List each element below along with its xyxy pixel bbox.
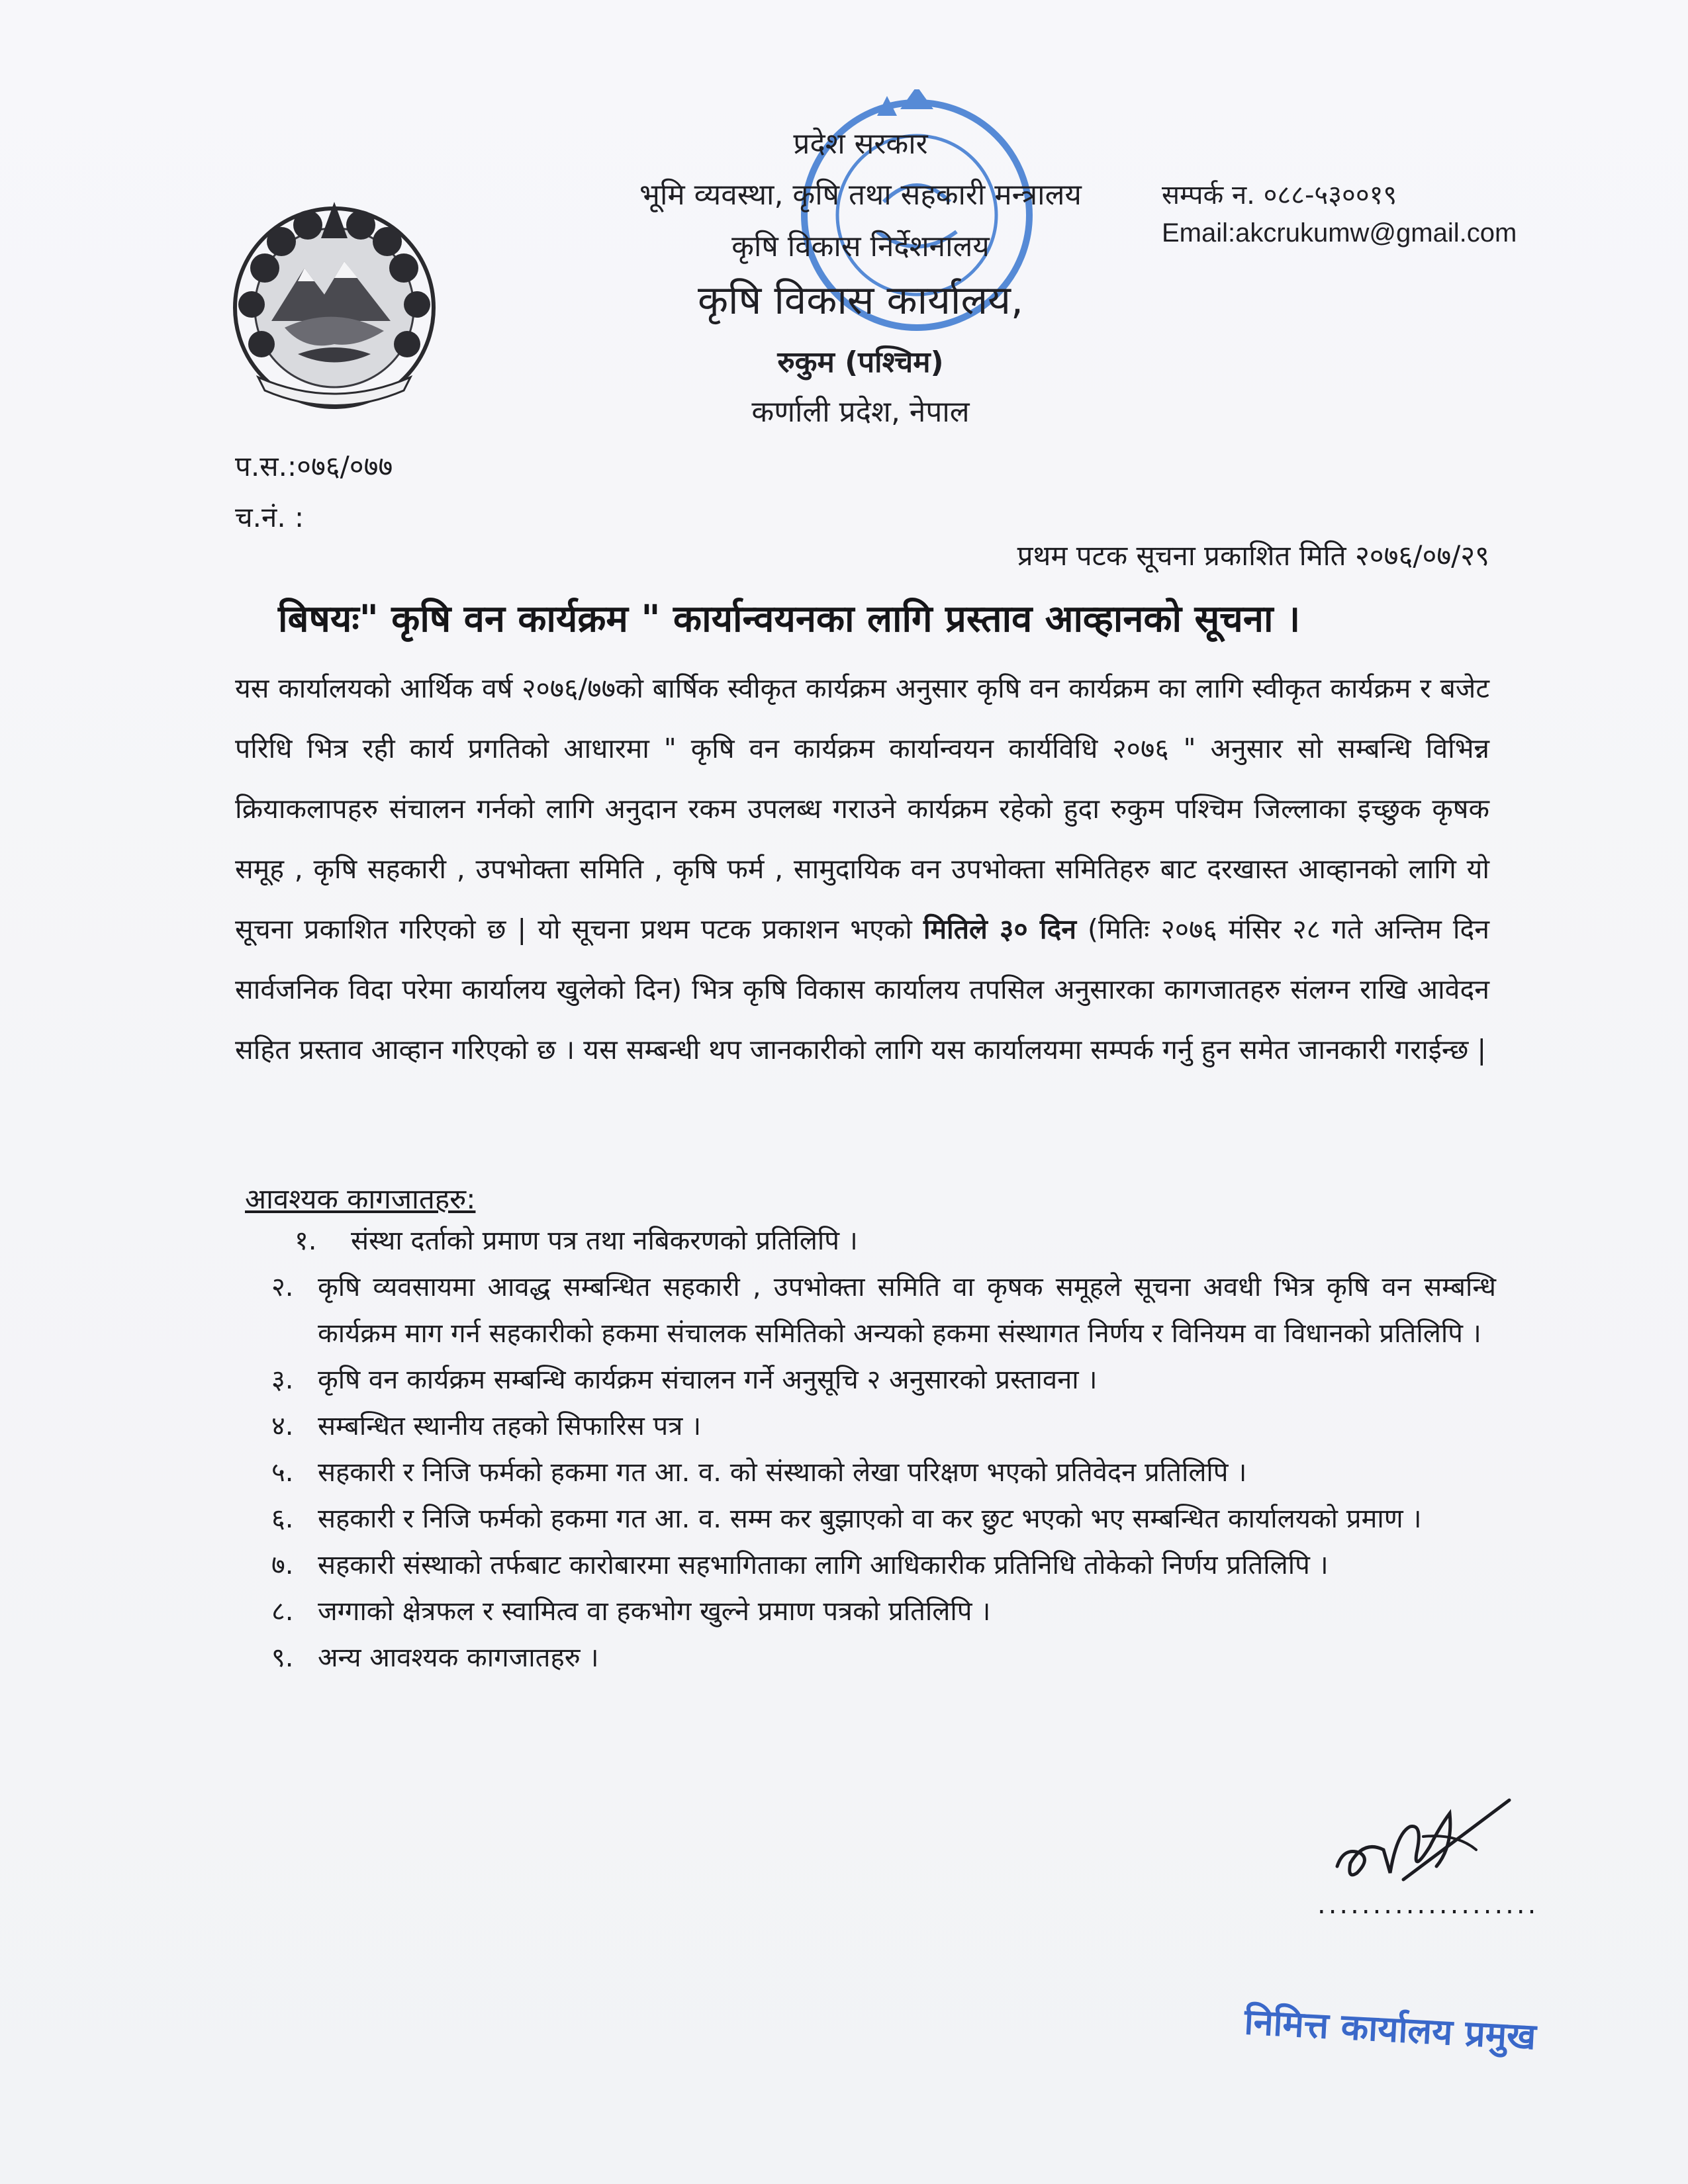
header-ministry: भूमि व्यवस्था, कृषि तथा सहकारी मन्त्रालय <box>639 178 1082 212</box>
list-item <box>265 1403 1496 1449</box>
list-item-number: ९. <box>271 1643 294 1673</box>
list-item-text: संस्था दर्ताको प्रमाण पत्र तथा नबिकरणको प्रतिलिपि । <box>351 1226 858 1256</box>
list-item <box>265 1588 1496 1635</box>
list-item-number: ६. <box>271 1504 294 1534</box>
header-office-name: कृषि विकास कार्यालय, <box>697 277 1024 324</box>
header-district: रुकुम (पश्चिम) <box>777 345 944 379</box>
list-item-number: ३. <box>271 1365 294 1395</box>
list-item-number: १. <box>295 1226 317 1256</box>
signature-icon <box>1324 1787 1523 1893</box>
notice-subject: बिषयः" कृषि वन कार्यक्रम " कार्यान्वयनका लागि प्रस्ताव आव्हानको सूचना । <box>278 598 1301 641</box>
header-province-government: प्रदेश सरकार <box>793 127 928 161</box>
body-text-part1: यस कार्यालयको आर्थिक वर्ष २०७६/७७को बार्षिक स्वीकृत कार्यक्रम अनुसार कृषि वन कार्यक्रम का लागि स्वीकृत कार्यक्रम र बजेट परिधि भित्र रही कार्य प्रगतिको आधारमा " कृषि वन कार्यक्रम कार्यान्वयन कार्यविधि २०७६ " अनुसार सो सम्बन्धि विभिन्न क्रियाकलापहरु संचालन गर्नको लागि अनुदान रकम उपलब्ध गराउने कार्यक्रम रहेको हुदा रुकुम पश्चिम जिल्लाका इच्छुक कृषक समूह , कृषि सहकारी , उपभोक्ता समिति , कृषि फर्म , सामुदायिक वन उपभोक्ता समितिहरु बाट दरखास्त आव्हानको लागि यो सूचना प्रकाशित गरिएको छ | यो सूचना प्रथम पटक प्रकाशन भएको <box>235 672 1489 945</box>
signature-line: .................... <box>1317 1889 1539 1920</box>
signer-title-stamp: निमित्त कार्यालय प्रमुख <box>1243 2001 1537 2058</box>
requirements-list <box>265 1218 1496 1681</box>
list-item <box>265 1496 1496 1542</box>
list-item-text: जग्गाको क्षेत्रफल र स्वामित्व वा हकभोग खुल्ने प्रमाण पत्रको प्रतिलिपि । <box>318 1596 991 1627</box>
list-item-number: ४. <box>271 1411 294 1441</box>
list-item-text: कृषि वन कार्यक्रम सम्बन्धि कार्यक्रम संचालन गर्ने अनुसूचि २ अनुसारको प्रस्तावना । <box>318 1365 1098 1395</box>
list-item <box>265 1635 1496 1681</box>
letter-reference-number: प.स.:०७६/०७७ <box>235 450 393 482</box>
dispatch-number: च.नं. : <box>235 501 305 533</box>
list-item-number: २. <box>271 1272 294 1302</box>
contact-email: Email:akcrukumw@gmail.com <box>1162 218 1517 248</box>
body-text-part2: (मितिः २०७६ मंसिर २८ गते अन्तिम दिन सार्वजनिक विदा परेमा कार्यालय खुलेको दिन) भित्र कृषि विकास कार्यालय तपसिल अनुसारका कागजातहरु संलग्न राखि आवेदन सहित प्रस्ताव आव्हान गरिएको छ । यस सम्बन्धी थप जानकारीको लागि यस कार्यालयमा सम्पर्क गर्नु हुन समेत जानकारी गराईन्छ | <box>235 913 1490 1066</box>
list-item <box>265 1264 1496 1357</box>
header-province: कर्णाली प्रदेश, नेपाल <box>751 395 970 429</box>
list-item-text: कृषि व्यवसायमा आवद्ध सम्बन्धित सहकारी , उपभोक्ता समिति वा कृषक समूहले सूचना अवधी भित्र कृषि वन सम्बन्धि कार्यक्रम माग गर्न सहकारीको हकमा संचालक समितिको अन्यको हकमा संस्थागत निर्णय र विनियम वा विधानको प्रतिलिपि । <box>318 1272 1496 1349</box>
list-item <box>265 1449 1496 1496</box>
requirements-heading: आवश्यक कागजातहरु: <box>245 1183 476 1215</box>
list-item-text: सम्बन्धित स्थानीय तहको सिफारिस पत्र । <box>318 1411 702 1441</box>
body-deadline-bold: मितिले ३० दिन <box>923 913 1077 945</box>
notice-body <box>235 659 1489 1080</box>
list-item-text: सहकारी र निजि फर्मको हकमा गत आ. व. को संस्थाको लेखा परिक्षण भएको प्रतिवेदन प्रतिलिपि । <box>318 1457 1247 1488</box>
list-item-text: सहकारी संस्थाको तर्फबाट कारोबारमा सहभागिताका लागि आधिकारीक प्रतिनिधि तोकेको निर्णय प्रतिलिपि । <box>318 1550 1329 1580</box>
list-item-number: ५. <box>271 1457 294 1488</box>
list-item <box>265 1218 1496 1264</box>
list-item-number: ८. <box>271 1596 294 1627</box>
contact-phone: सम्पर्क न. ०८८-५३००१९ <box>1162 180 1397 210</box>
government-emblem-icon <box>225 189 444 420</box>
list-item <box>265 1542 1496 1588</box>
header-directorate: कृषि विकास निर्देशनालय <box>731 230 990 263</box>
list-item-text: अन्य आवश्यक कागजातहरु । <box>318 1643 599 1673</box>
list-item <box>265 1357 1496 1403</box>
list-item-number: ७. <box>271 1550 294 1580</box>
list-item-text: सहकारी र निजि फर्मको हकमा गत आ. व. सम्म कर बुझाएको वा कर छुट भएको भए सम्बन्धित कार्यालयको प्रमाण । <box>318 1504 1422 1534</box>
publish-date: प्रथम पटक सूचना प्रकाशित मिति २०७६/०७/२९ <box>1017 539 1489 572</box>
